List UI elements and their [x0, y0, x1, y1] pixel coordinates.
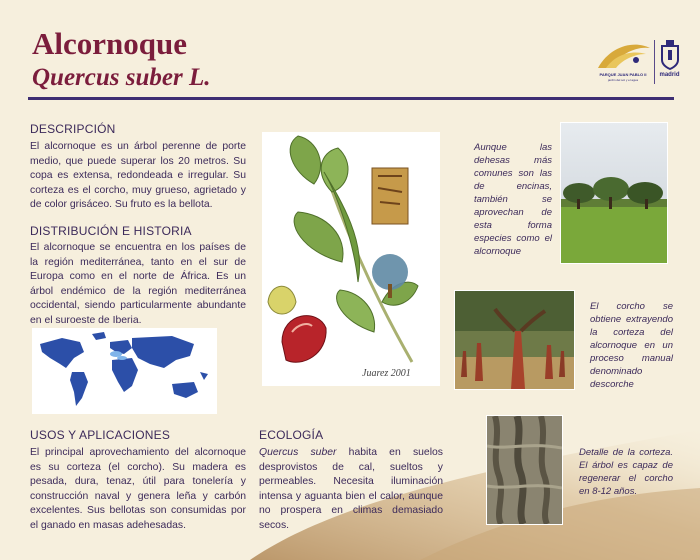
caption-descorche: El corcho se obtiene extrayendo la corteza del alcornoque en un proceso manual denominado descorche: [590, 301, 673, 390]
ecologia-species-name: Quercus suber: [259, 447, 337, 458]
madrid-crest-icon: [660, 40, 680, 70]
world-distribution-map: [32, 328, 217, 414]
text-usos: El principal aprovechamiento del alcornoque es su corteza (el corcho). Su madera es pesada, dura, tenaz, útil para tonelería y construcción naval y genera leña y carbón excelentes. Sus bellotas son consumidas por el ganado en masas adehesadas.: [30, 447, 246, 531]
text-descripcion: El alcornoque es un árbol perenne de porte medio, que puede superar los 20 metros. Su copa es extensa, redondeada e irregular. Su corteza es el corcho, muy grueso, agrietado y de color grisáceo. Su fruto es la bellota.: [30, 141, 246, 211]
heading-usos: USOS Y APLICACIONES: [30, 428, 171, 442]
botanical-illustration: [262, 132, 440, 386]
page-title: Alcornoque: [32, 26, 187, 61]
header-divider: [28, 97, 674, 100]
illustration-signature: Juarez 2001: [362, 368, 411, 379]
sponsor-logos: [592, 38, 684, 88]
heading-descripcion: DESCRIPCIÓN: [30, 122, 116, 136]
park-logo-icon: [592, 38, 654, 72]
text-ecologia: [259, 446, 443, 534]
text-distribucion: El alcornoque se encuentra en los países de la región mediterránea, tanto en el sur de Europa como en el norte de África. Es un árbol endémico de la región mediterránea occidental, siendo particularmente abundante en el suroeste de Iberia.: [30, 242, 246, 326]
caption-corteza: Detalle de la corteza. El árbol es capaz de regenerar el corcho en 8-12 años.: [579, 447, 673, 497]
heading-ecologia: ECOLOGÍA: [259, 428, 324, 442]
caption-dehesa: Aunque las dehesas más comunes son las de encinas, también se aprovechan de esta forma especies como el alcornoque: [474, 142, 552, 257]
ecologia-body: habita en suelos desprovistos de cal, sueltos y permeables. Necesita iluminación intensa y aguanta bien el calor, aunque no prospera en climas demasiado secos.: [259, 447, 443, 531]
park-logo-name: PARQUE JUAN PABLO II: [599, 72, 647, 77]
scientific-name: Quercus suber L.: [32, 64, 211, 91]
dehesa-photo: [561, 123, 667, 263]
bark-detail-photo: [487, 416, 562, 524]
descorche-photo: [455, 291, 574, 389]
heading-distribucion: DISTRIBUCIÓN E HISTORIA: [30, 224, 192, 238]
madrid-logo-text: madrid: [659, 72, 680, 78]
park-logo-tagline: jardín del sol y el agua: [607, 78, 639, 82]
